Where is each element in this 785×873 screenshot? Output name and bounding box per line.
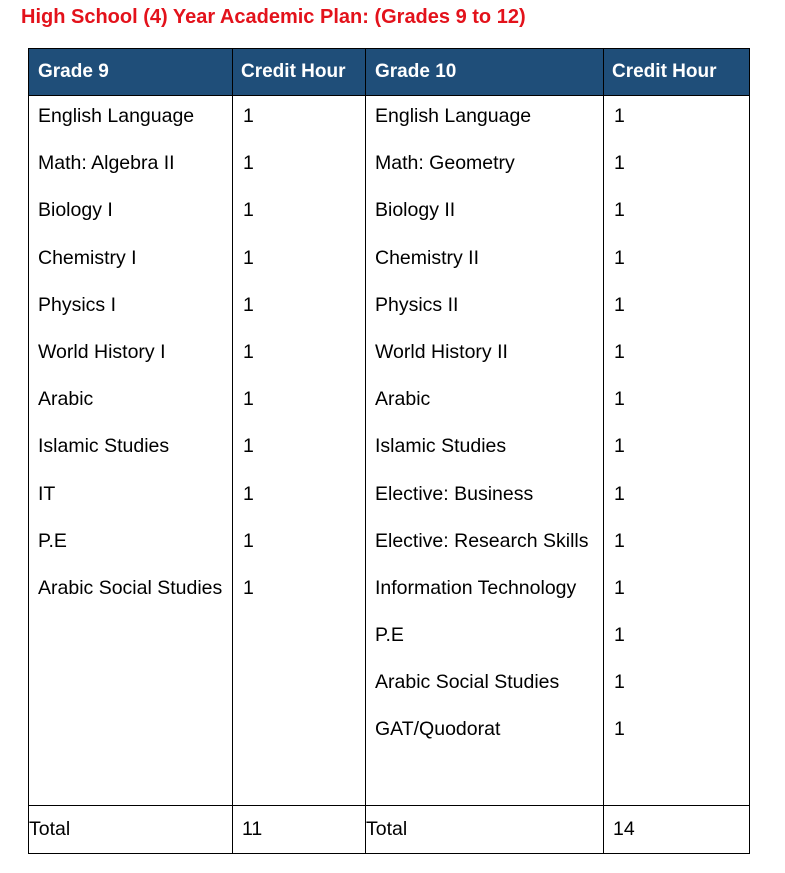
grade10-credit: 1	[614, 388, 625, 411]
header-row	[29, 49, 750, 96]
grade9-subject: IT	[38, 482, 56, 505]
grade10-credit: 1	[614, 529, 625, 552]
grade10-total-label: Total	[366, 806, 604, 854]
grade9-credit: 1	[243, 293, 254, 316]
grade9-subject: World History I	[38, 340, 166, 363]
grade9-credit: 1	[243, 388, 254, 411]
grade10-total-value: 14	[604, 806, 750, 854]
grade9-credit: 1	[243, 482, 254, 505]
grade9-credit: 1	[243, 105, 254, 127]
grade10-subject: Arabic	[375, 388, 431, 411]
subjects-row	[29, 96, 750, 806]
grade9-subject: Math: Algebra II	[38, 152, 175, 175]
header-credit-hour-grade10: Credit Hour	[604, 49, 750, 96]
grade10-subject: English Language	[375, 105, 532, 127]
grade9-total-label: Total	[29, 806, 233, 854]
grade10-subject: P.E	[375, 624, 404, 647]
grade9-subject: Islamic Studies	[38, 435, 170, 458]
grade9-total-value: 11	[233, 806, 366, 854]
grade10-subject: Arabic Social Studies	[375, 671, 560, 694]
grade10-subject: Math: Geometry	[375, 152, 515, 175]
grade10-subject: Elective: Research Skills	[375, 529, 589, 552]
grade10-credit: 1	[614, 199, 625, 222]
grade9-subject: Biology I	[38, 199, 113, 222]
grade10-subject: GAT/Quodorat	[375, 718, 501, 741]
grade9-subject: Arabic Social Studies	[38, 576, 223, 599]
grade10-credit: 1	[614, 340, 625, 363]
grade10-credit: 1	[614, 576, 625, 599]
grade9-subject: Chemistry I	[38, 246, 137, 269]
grade10-subject: Biology II	[375, 199, 456, 222]
grade9-subject: Arabic	[38, 388, 94, 411]
grade9-subject: Physics I	[38, 293, 117, 316]
grade10-subject: World History II	[375, 340, 508, 363]
grade9-credit: 1	[243, 435, 254, 458]
header-grade9: Grade 9	[29, 49, 233, 96]
grade10-subject: Islamic Studies	[375, 435, 507, 458]
grade10-subject: Information Technology	[375, 576, 577, 599]
grade9-credit: 1	[243, 340, 254, 363]
grade9-credit: 1	[243, 152, 254, 175]
grade9-credit: 1	[243, 576, 254, 599]
grade10-credit: 1	[614, 152, 625, 175]
grade10-subject: Physics II	[375, 293, 459, 316]
grade10-credits-cell	[604, 96, 750, 806]
grade9-credit: 1	[243, 529, 254, 552]
grade10-credit: 1	[614, 105, 625, 127]
grade9-subject: English Language	[38, 105, 195, 127]
grade10-credit: 1	[614, 482, 625, 505]
grade9-subjects-cell	[29, 96, 233, 806]
header-credit-hour-grade9: Credit Hour	[233, 49, 366, 96]
grade10-credit: 1	[614, 624, 625, 647]
grade9-credit: 1	[243, 246, 254, 269]
grade10-credit: 1	[614, 671, 625, 694]
grade9-credit: 1	[243, 199, 254, 222]
grade10-credit: 1	[614, 293, 625, 316]
grade9-subject: P.E	[38, 529, 67, 552]
grade10-credit: 1	[614, 435, 625, 458]
grade10-credit: 1	[614, 718, 625, 741]
academic-plan-table	[28, 48, 750, 854]
grade10-subject: Chemistry II	[375, 246, 480, 269]
total-row	[29, 806, 750, 854]
grade10-credit: 1	[614, 246, 625, 269]
grade10-subjects-cell	[366, 96, 604, 806]
page-title: High School (4) Year Academic Plan: (Grades 9 to 12)	[21, 6, 526, 28]
header-grade10: Grade 10	[366, 49, 604, 96]
grade10-subject: Elective: Business	[375, 482, 534, 505]
grade9-credits-cell	[233, 96, 366, 806]
